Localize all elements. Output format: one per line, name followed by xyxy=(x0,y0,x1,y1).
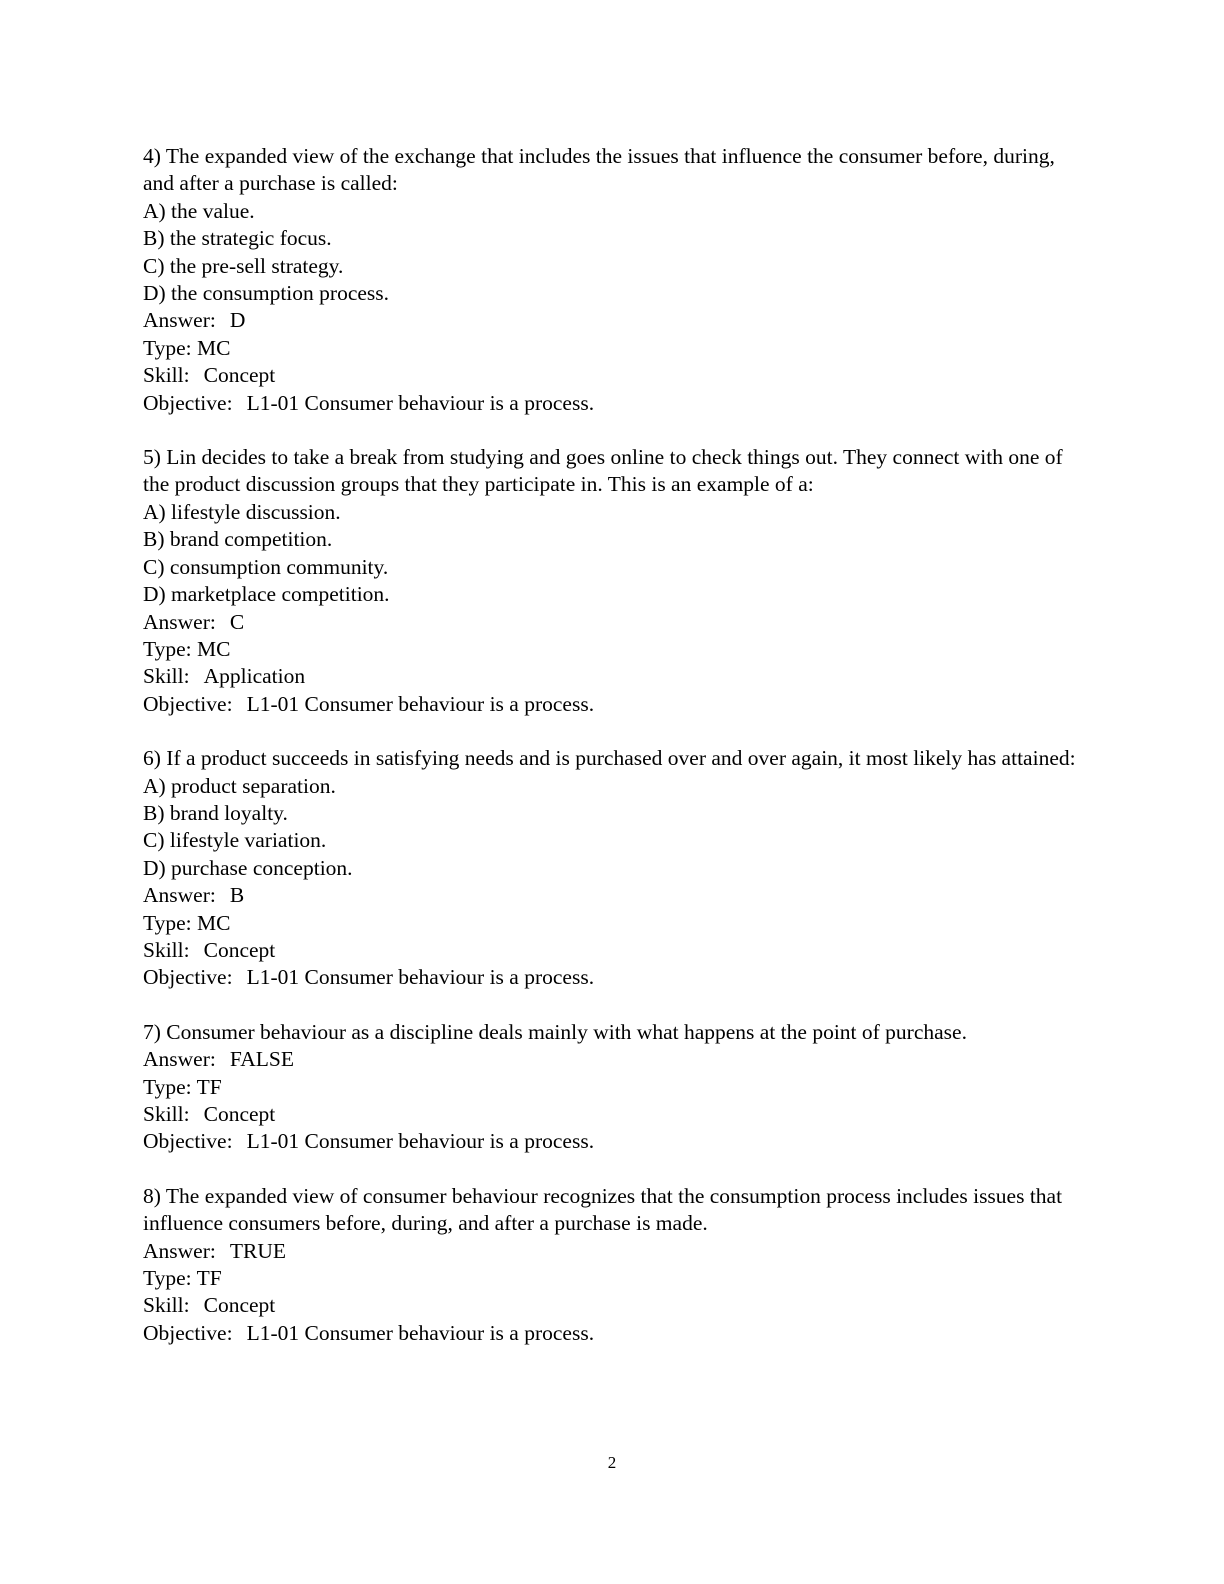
skill-line xyxy=(143,362,1083,389)
option-c: C) consumption community. xyxy=(143,554,389,579)
question-stem: 8) The expanded view of consumer behaviour recognizes that the consumption process includes issues that influence consumers before, during, and after a purchase is made. xyxy=(143,1183,1068,1236)
objective-label: Objective: xyxy=(143,1320,233,1345)
answer-label: Answer: xyxy=(143,609,216,634)
option-d: D) marketplace competition. xyxy=(143,582,390,607)
option-b: B) brand competition. xyxy=(143,527,333,552)
objective-value: L1-01 Consumer behaviour is a process. xyxy=(246,691,595,716)
answer-value: B xyxy=(229,883,245,908)
option-a: A) product separation. xyxy=(143,773,336,798)
skill-label: Skill: xyxy=(143,937,190,962)
objective-line xyxy=(143,691,1083,718)
objective-label: Objective: xyxy=(143,691,233,716)
page-number: 2 xyxy=(607,1453,617,1472)
answer-line xyxy=(143,1238,1083,1265)
answer-value: TRUE xyxy=(229,1238,286,1263)
question-stem: 4) The expanded view of the exchange that includes the issues that influence the consumer before, during, and after a purchase is called: xyxy=(143,144,1061,196)
objective-label: Objective: xyxy=(143,1129,233,1154)
skill-label: Skill: xyxy=(143,1293,190,1318)
type-line: Type: MC xyxy=(143,910,231,935)
type-line: Type: TF xyxy=(143,1074,222,1099)
objective-line xyxy=(143,1320,1083,1347)
question-8 xyxy=(143,1183,1083,1347)
skill-value: Concept xyxy=(203,937,276,962)
skill-line xyxy=(143,1101,1083,1128)
question-stem: 5) Lin decides to take a break from studying and goes online to check things out. They connect with one of the product discussion groups that they participate in. This is an example of a: xyxy=(143,445,1069,497)
question-4 xyxy=(143,143,1083,417)
answer-line xyxy=(143,1046,1083,1073)
question-7 xyxy=(143,1019,1083,1156)
objective-value: L1-01 Consumer behaviour is a process. xyxy=(246,1129,595,1154)
question-stem: 6) If a product succeeds in satisfying needs and is purchased over and over again, it most likely has attained: xyxy=(143,746,1076,771)
skill-label: Skill: xyxy=(143,1102,190,1126)
answer-label: Answer: xyxy=(143,1047,216,1072)
skill-label: Skill: xyxy=(143,664,190,689)
answer-label: Answer: xyxy=(143,883,216,908)
answer-label: Answer: xyxy=(143,308,216,333)
type-line: Type: MC xyxy=(143,636,231,661)
question-list xyxy=(143,143,1083,1374)
type-line: Type: TF xyxy=(143,1266,222,1291)
skill-line xyxy=(143,663,1083,690)
answer-line xyxy=(143,609,1083,636)
objective-value: L1-01 Consumer behaviour is a process. xyxy=(246,1320,595,1345)
type-line: Type: MC xyxy=(143,335,231,360)
skill-value: Concept xyxy=(203,363,276,388)
answer-value: D xyxy=(229,308,246,333)
question-5 xyxy=(143,444,1083,718)
question-6 xyxy=(143,745,1083,992)
skill-value: Concept xyxy=(203,1102,276,1126)
objective-value: L1-01 Consumer behaviour is a process. xyxy=(246,390,595,415)
answer-value: C xyxy=(229,609,245,634)
answer-line xyxy=(143,882,1083,909)
option-c: C) lifestyle variation. xyxy=(143,828,327,853)
objective-line xyxy=(143,964,1083,991)
option-d: D) purchase conception. xyxy=(143,855,353,880)
option-c: C) the pre-sell strategy. xyxy=(143,253,344,278)
option-b: B) brand loyalty. xyxy=(143,800,288,825)
answer-label: Answer: xyxy=(143,1238,216,1263)
answer-value: FALSE xyxy=(229,1047,294,1072)
skill-label: Skill: xyxy=(143,363,190,388)
objective-value: L1-01 Consumer behaviour is a process. xyxy=(246,965,595,990)
objective-line xyxy=(143,390,1083,417)
option-b: B) the strategic focus. xyxy=(143,226,332,251)
answer-line xyxy=(143,307,1083,334)
objective-label: Objective: xyxy=(143,965,233,990)
skill-value: Concept xyxy=(203,1293,276,1318)
question-stem: 7) Consumer behaviour as a discipline deals mainly with what happens at the point of purchase. xyxy=(143,1019,967,1044)
skill-value: Application xyxy=(203,664,306,689)
option-d: D) the consumption process. xyxy=(143,281,390,306)
skill-line xyxy=(143,1292,1083,1319)
skill-line xyxy=(143,937,1083,964)
option-a: A) the value. xyxy=(143,198,255,223)
objective-label: Objective: xyxy=(143,390,233,415)
objective-line xyxy=(143,1128,1083,1155)
option-a: A) lifestyle discussion. xyxy=(143,499,341,524)
